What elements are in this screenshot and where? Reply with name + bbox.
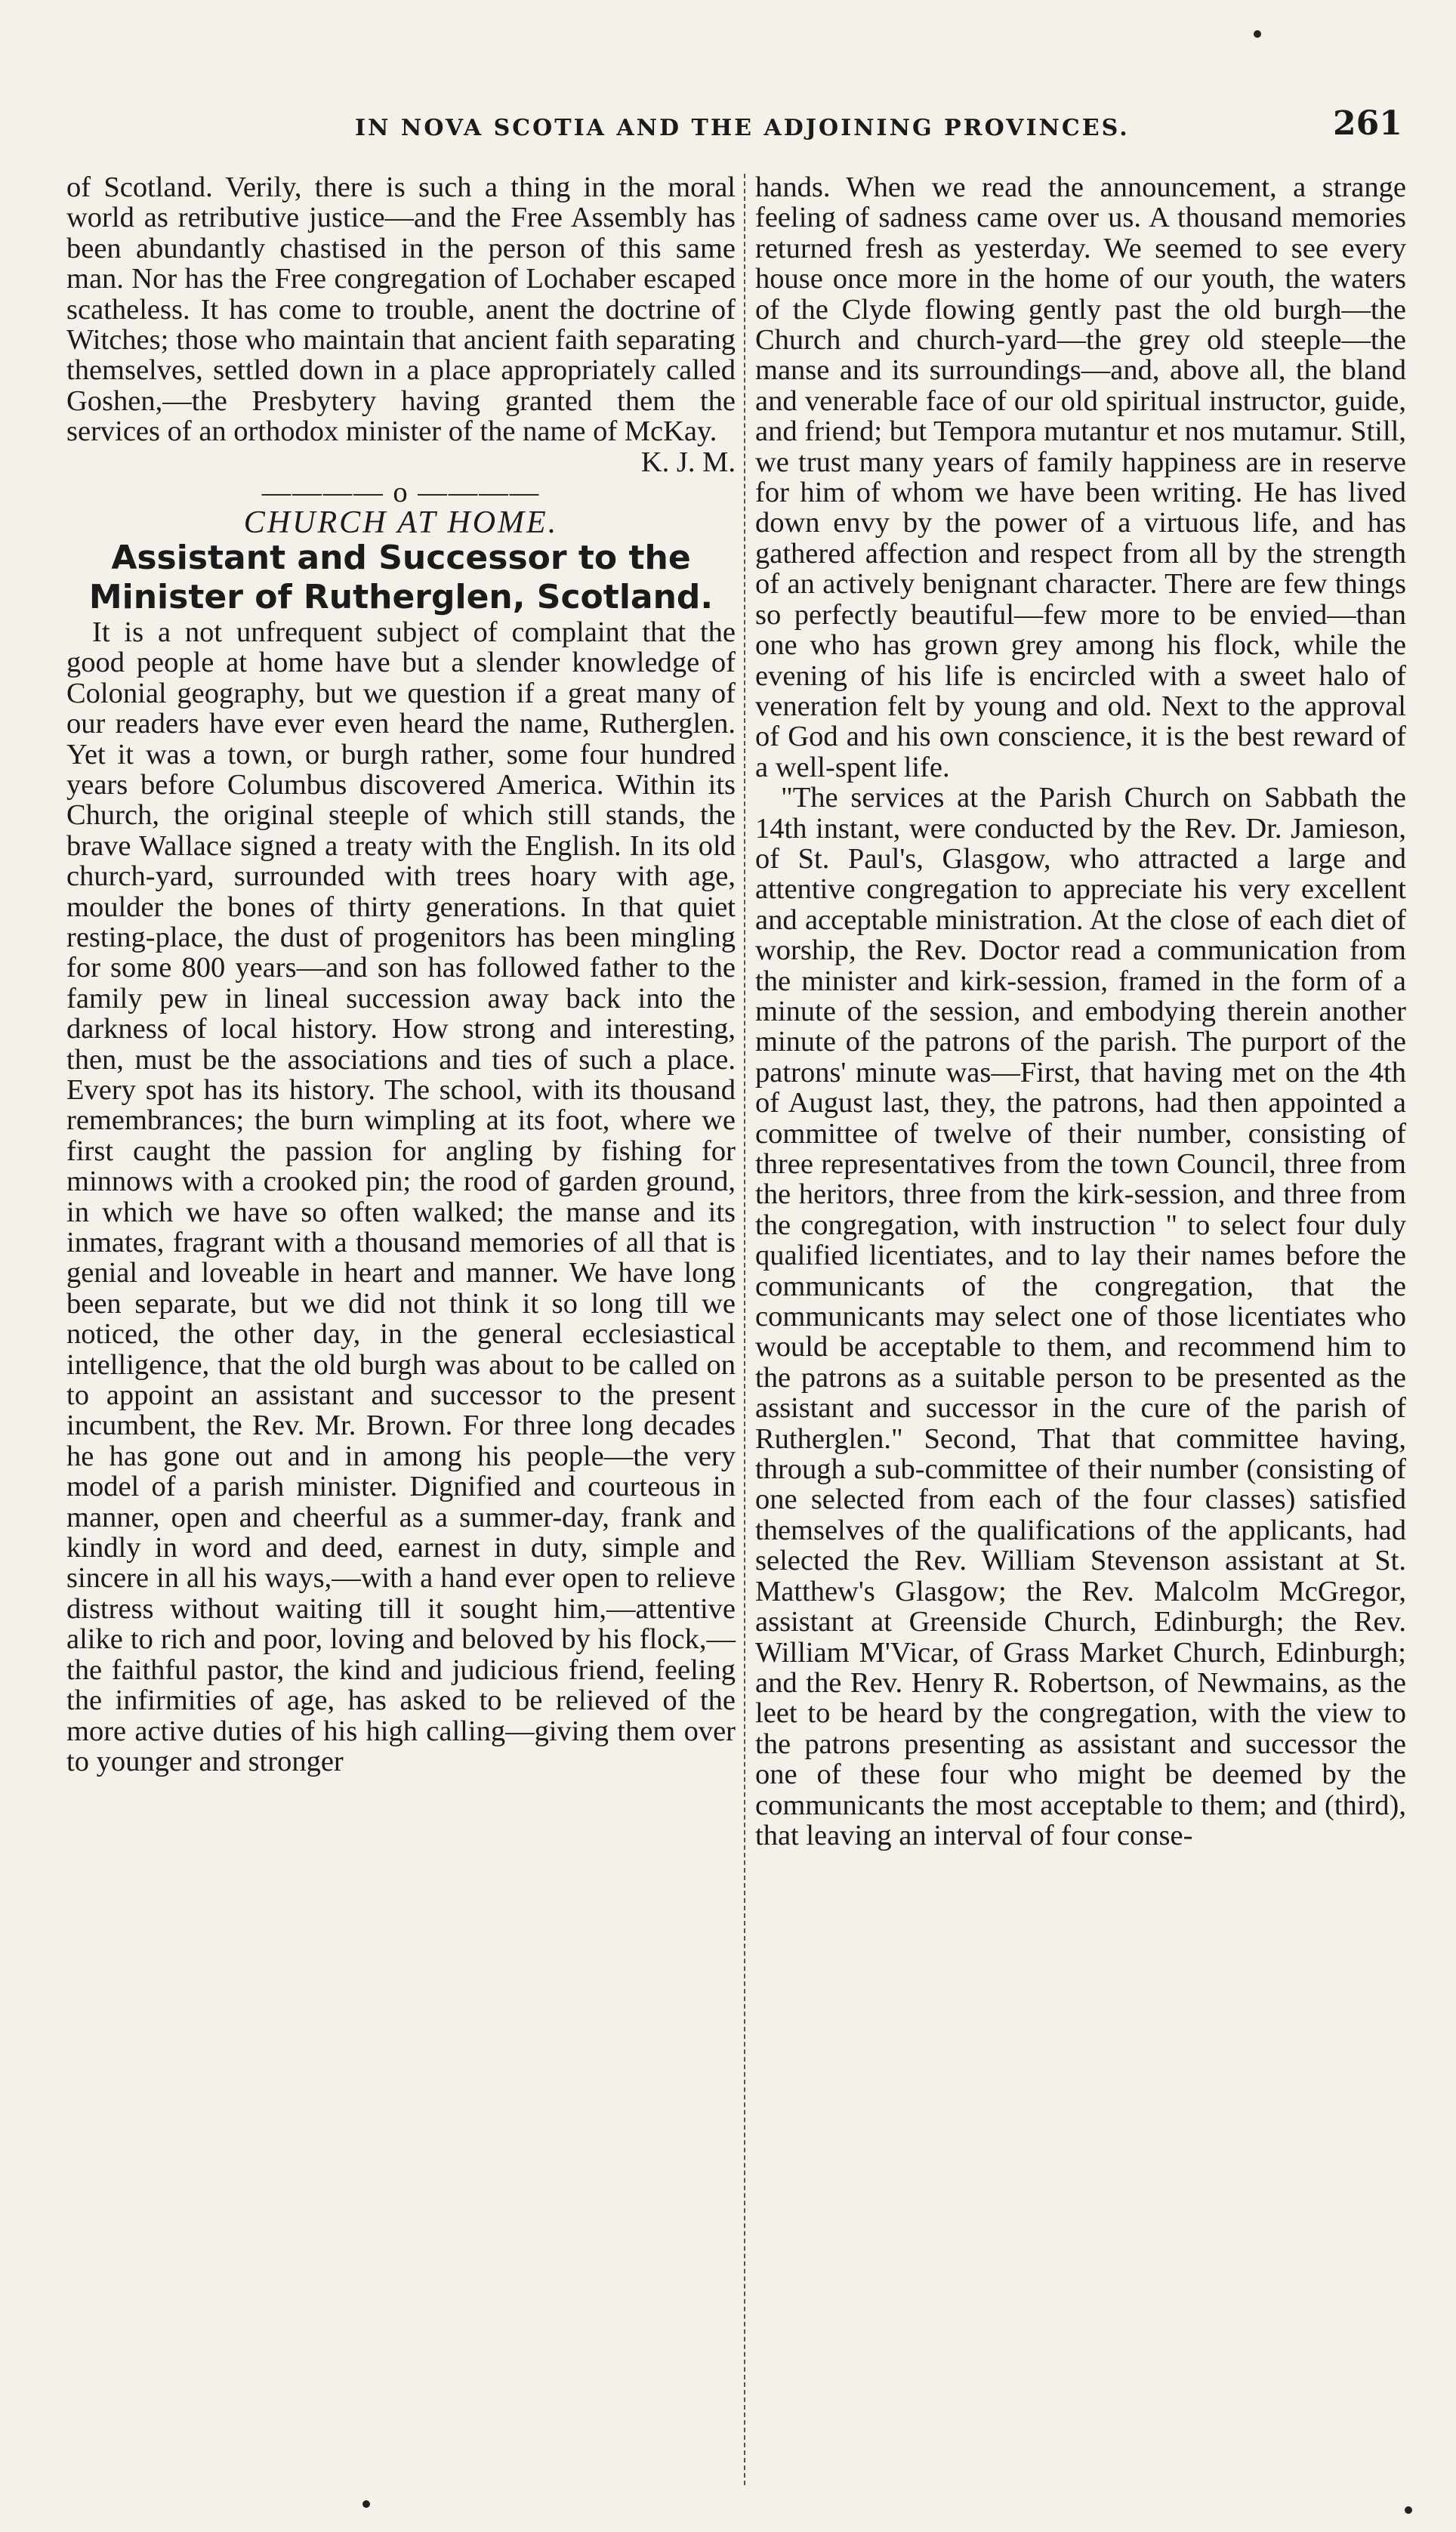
- signature: K. J. M.: [640, 446, 736, 478]
- left-paragraph-1: of Scotland. Verily, there is such a thing in the moral world as retributive justice—and the Free Assembly has been abundantly chastised in the person of this same man. Nor has the Free congregation of Lochaber escaped scatheless. It has come to trouble, anent the doctrine of Witches; those who maintain that ancient faith separating themselves, settled down in a place appropriately called Goshen,—the Presbytery having granted them the services of an orthodox minister of the name of McKay.: [66, 171, 736, 448]
- left-column: [66, 172, 736, 1777]
- right-paragraph-1: hands. When we read the announcement, a strange feeling of sadness came over us. A thousand memories returned fresh as yesterday. We seemed to see every house once more in the home of our youth, the waters of the Clyde flowing gently past the old burgh—the Church and church-yard—the grey old steeple—the manse and its surroundings—and, above all, the bland and venerable face of our old spiritual instructor, guide, and friend; but Tempora mutantur et nos mutamur. Still, we trust many years of family happiness are in reserve for him of whom we have been writing. He has lived down envy by the power of a virtuous life, and has gathered affection and respect from all by the strength of an actively benignant character. There are few things so perfectly beautiful—few more to be envied—than one who has grown grey among his flock, while the evening of his life is encircled with a sweet halo of veneration felt by young and old. Next to the approval of God and his own conscience, it is the best reward of a well-spent life.: [755, 171, 1406, 783]
- right-paragraph-2: "The services at the Parish Church on Sabbath the 14th instant, were conducted by the Rev. Dr. Jamieson, of St. Paul's, Glasgow, who attracted a large and attentive congregation to appreciate his very excellent and acceptable ministration. At the close of each diet of worship, the Rev. Doctor read a communication from the minister and kirk-session, framed in the form of a minute of the session, and embodying therein another minute of the patrons of the parish. The purport of the patrons' minute was—First, that having met on the 4th of August last, they, the patrons, had then appointed a committee of twelve of their number, consisting of three representatives from the town Council, three from the heritors, three from the kirk-session, and three from the congregation, with instruction " to select four duly qualified licentiates, and to lay their names before the communicants of the congregation, that the communicants may select one of those licentiates who would be acceptable to them, and recommend him to the patrons as a suitable person to be presented as the assistant and successor in the cure of the parish of Rutherglen." Second, That that committee having, through a sub-committee of their number (consisting of one selected from each of the four classes) satisfied themselves of the qualifications of the applicants, had selected the Rev. William Stevenson assistant at St. Matthew's Glasgow; the Rev. Malcolm McGregor, assistant at Greenside Church, Edinburgh; the Rev. William M'Vicar, of Grass Market Church, Edinburgh; and the Rev. Henry R. Robertson, of Newmains, as the leet to be heard by the congregation, with the view to the patrons presenting as assistant and successor the one of these four who might be deemed by the communicants the most acceptable to them; and (third), that leaving an interval of four conse-: [755, 782, 1406, 1851]
- article-title: Assistant and Successor to the Minister of Rutherglen, Scotland.: [88, 538, 714, 616]
- left-paragraph-2: It is a not unfrequent subject of complaint that the good people at home have but a slender knowledge of Colonial geography, but we question if a great many of our readers have ever even heard the name, Rutherglen. Yet it was a town, or burgh rather, some four hundred years before Columbus discovered America. Within its Church, the original steeple of which still stands, the brave Wallace signed a treaty with the English. In its old church-yard, surrounded with trees hoary with age, moulder the bones of thirty generations. In that quiet resting-place, the dust of progenitors has been mingling for some 800 years—and son has followed father to the family pew in lineal succession away back into the darkness of local history. How strong and interesting, then, must be the associations and ties of such a place. Every spot has its history. The school, with its thousand remembrances; the burn wimpling at its foot, where we first caught the passion for angling by fishing for minnows with a crooked pin; the rood of garden ground, in which we have so often walked; the manse and its inmates, fragrant with a thousand memories of all that is genial and loveable in heart and manner. We have long been separate, but we did not think it so long till we noticed, the other day, in the general ecclesiastical intelligence, that the old burgh was about to be called on to appoint an assistant and successor to the present incumbent, the Rev. Mr. Brown. For three long decades he has gone out and in among his people—the very model of a parish minister. Dignified and courteous in manner, open and cheerful as a summer-day, frank and kindly in word and deed, earnest in duty, simple and sincere in all his ways,—with a hand ever open to relieve distress without waiting till it sought him,—attentive alike to rich and poor, loving and beloved by his flock,—the faithful pastor, the kind and judicious friend, feeling the infirmities of age, has asked to be relieved of the more active duties of his high calling—giving them over to younger and stronger: [66, 616, 736, 1777]
- ink-speck: [1254, 30, 1261, 38]
- right-column: [755, 172, 1406, 1851]
- section-divider: ———— o ————: [261, 477, 541, 509]
- section-heading: CHURCH AT HOME.: [243, 505, 559, 541]
- column-divider: [744, 174, 745, 2485]
- ink-speck: [1405, 2506, 1412, 2514]
- running-title: IN NOVA SCOTIA AND THE ADJOINING PROVINCES.: [355, 115, 1130, 141]
- page-number: 261: [1333, 104, 1402, 143]
- ink-speck: [362, 2500, 370, 2508]
